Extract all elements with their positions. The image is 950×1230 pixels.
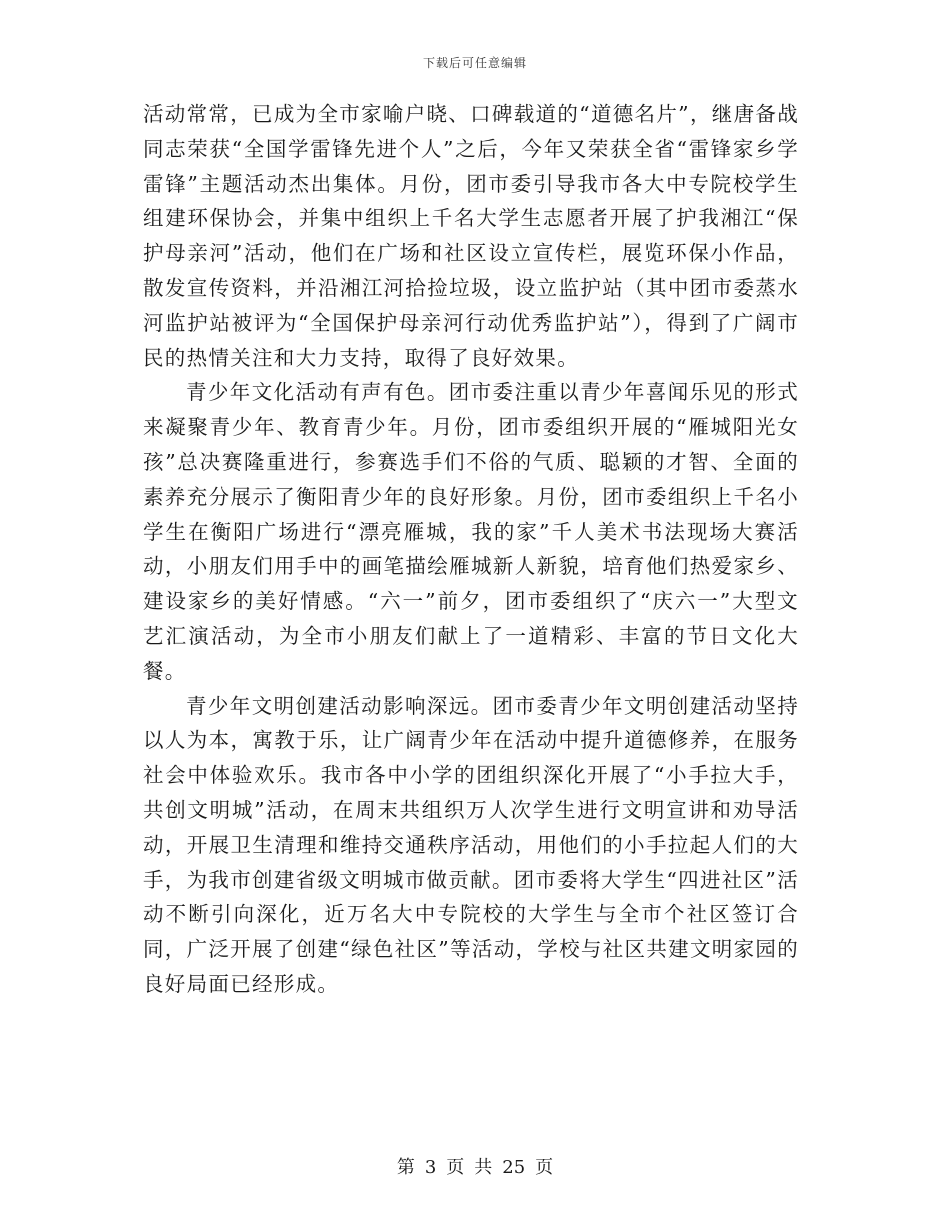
paragraph-1: 活动常常，已成为全市家喻户晓、口碑载道的“道德名片”，继唐备战同志荣获“全国学雷锋先进个人”之后，今年又荣获全省“雷锋家乡学雷锋”主题活动杰出集体。月份，团市委引导我市各大中专院校学生组建环保协会，并集中组织上千名大学生志愿者开展了护我湘江“保护母亲河”活动，他们在广场和社区设立宣传栏，展览环保小作品，散发宣传资料，并沿湘江河拾捡垃圾，设立监护站（其中团市委蒸水河监护站被评为“全国保护母亲河行动优秀监护站”），得到了广阔市民的热情关注和大力支持，取得了良好效果。 <box>143 102 799 370</box>
footer-label-unit-2: 页 <box>535 1157 554 1178</box>
paragraph-2: 青少年文化活动有声有色。团市委注重以青少年喜闻乐见的形式来凝聚青少年、教育青少年。月份，团市委组织开展的“雁城阳光女孩”总决赛隆重进行，参赛选手们不俗的气质、聪颖的才智、全面的素养充分展示了衡阳青少年的良好形象。月份，团市委组织上千名小学生在衡阳广场进行“漂亮雁城，我的家”千人美术书法现场大赛活动，小朋友们用手中的画笔描绘雁城新人新貌，培育他们热爱家乡、建设家乡的美好情感。“六一”前夕，团市委组织了“庆六一”大型文艺汇演活动，为全市小朋友们献上了一道精彩、丰富的节日文化大餐。 <box>143 380 799 683</box>
footer-label-page: 第 <box>396 1157 415 1178</box>
page-number-footer <box>0 1153 950 1179</box>
footer-current-page: 3 <box>424 1157 437 1178</box>
header-note: 下载后可任意编辑 <box>422 56 527 70</box>
paragraph-3: 青少年文明创建活动影响深远。团市委青少年文明创建活动坚持以人为本，寓教于乐，让广阔青少年在活动中提升道德修养，在服务社会中体验欢乐。我市各中小学的团组织深化开展了“小手拉大手，共创文明城”活动，在周末共组织万人次学生进行文明宣讲和劝导活动，开展卫生清理和维持交通秩序活动，用他们的小手拉起人们的大手，为我市创建省级文明城市做贡献。团市委将大学生“四进社区”活动不断引向深化，近万名大中专院校的大学生与全市个社区签订合同，广泛开展了创建“绿色社区”等活动，学校与社区共建文明家园的良好局面已经形成。 <box>143 693 799 996</box>
document-body <box>143 97 799 1002</box>
footer-label-total: 共 <box>474 1157 493 1178</box>
footer-total-pages: 25 <box>502 1157 526 1178</box>
footer-label-unit: 页 <box>446 1157 465 1178</box>
